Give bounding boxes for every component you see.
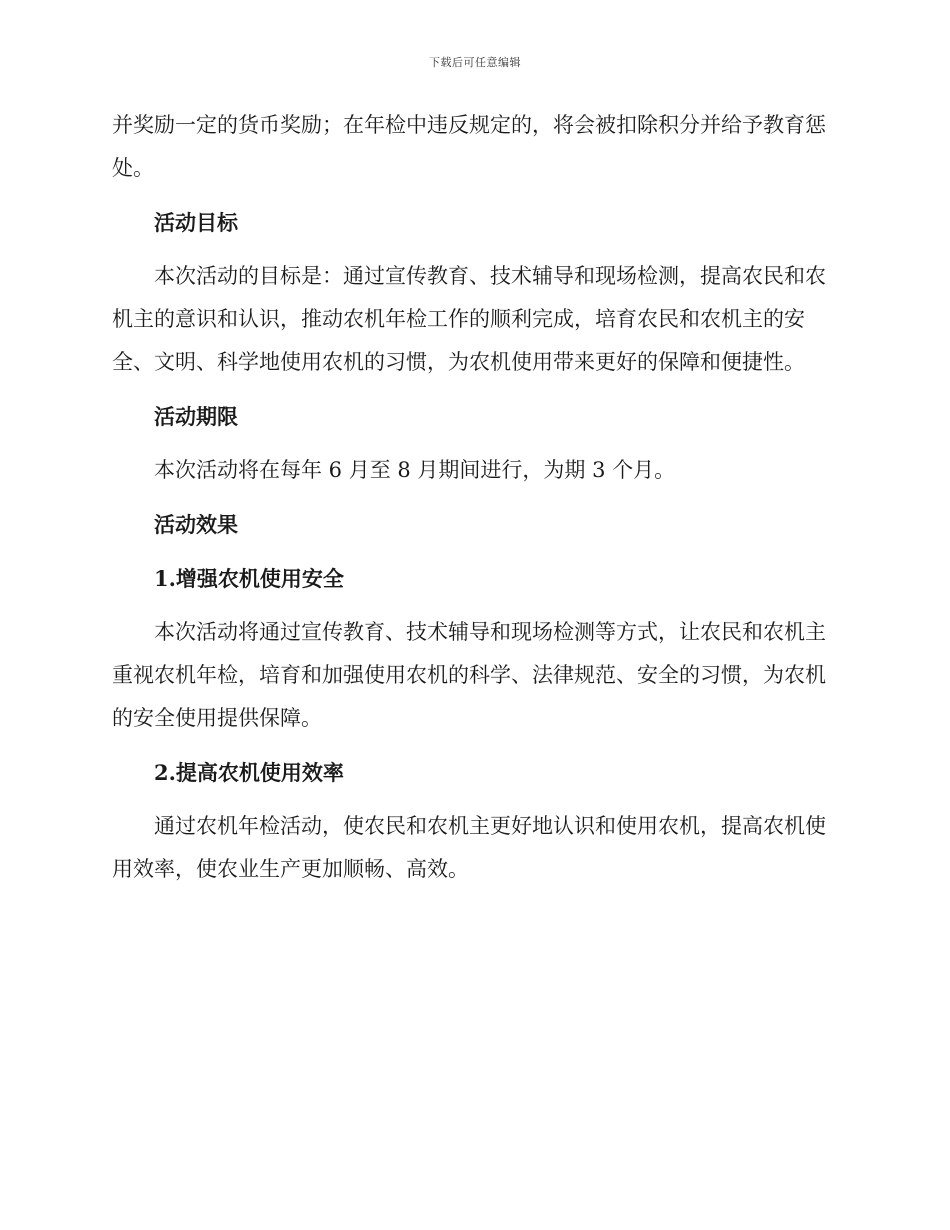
section-heading-effect: 活动效果: [154, 512, 238, 537]
section-heading-period: 活动期限: [154, 404, 238, 429]
header-note: 下载后可任意编辑: [429, 56, 521, 69]
paragraph-continuation: 并奖励一定的货币奖励；在年检中违反规定的，将会被扣除积分并给予教育惩处。: [112, 113, 826, 180]
paragraph-efficiency: 通过农机年检活动，使农民和农机主更好地认识和使用农机，提高农机使用效率，使农业生产更加顺畅、高效。: [112, 814, 826, 881]
paragraph-safety: 本次活动将通过宣传教育、技术辅导和现场检测等方式，让农民和农机主重视农机年检，培育和加强使用农机的科学、法律规范、安全的习惯，为农机的安全使用提供保障。: [112, 620, 826, 730]
subheading-efficiency: 2.提高农机使用效率: [154, 760, 344, 785]
paragraph-goal: 本次活动的目标是：通过宣传教育、技术辅导和现场检测，提高农民和农机主的意识和认识，推动农机年检工作的顺利完成，培育农民和农机主的安全、文明、科学地使用农机的习惯，为农机使用带来更好的保障和便捷性。: [112, 264, 826, 374]
document-body: [112, 104, 832, 902]
subheading-safety: 1.增强农机使用安全: [154, 566, 344, 591]
section-heading-goal: 活动目标: [154, 210, 238, 235]
paragraph-period: 本次活动将在每年 6 月至 8 月期间进行，为期 3 个月。: [154, 458, 676, 482]
